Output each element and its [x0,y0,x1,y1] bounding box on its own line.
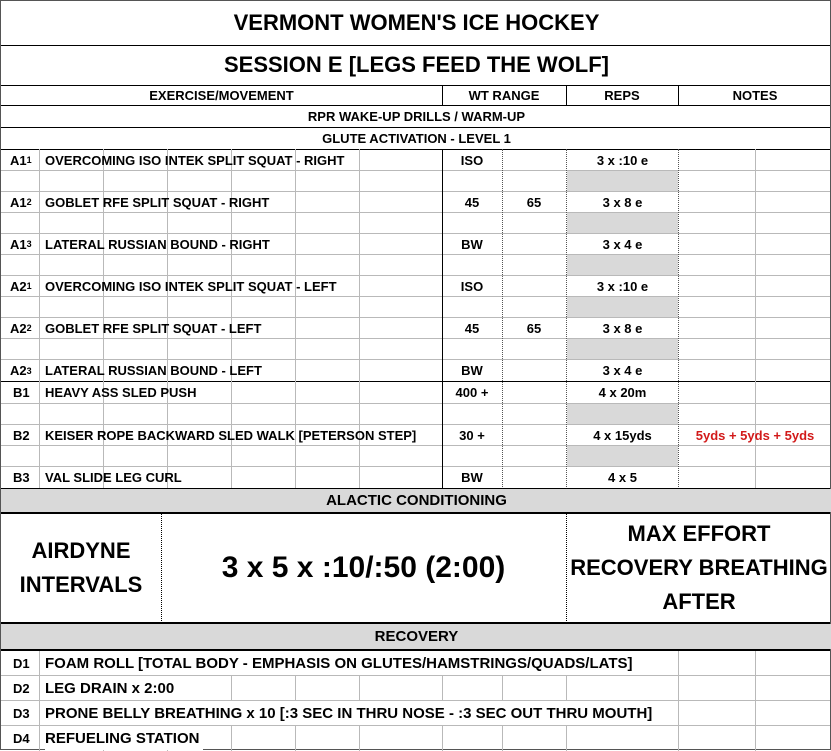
recovery-item: FOAM ROLL [TOTAL BODY - EMPHASIS ON GLUTES/HAMSTRINGS/QUADS/LATS] [45,651,637,675]
recovery-item: PRONE BELLY BREATHING x 10 [:3 SEC IN THRU NOSE - :3 SEC OUT THRU MOUTH] [45,701,656,725]
reps: 3 x 8 e [602,320,643,336]
exercise-name: OVERCOMING ISO INTEK SPLIT SQUAT - RIGHT [45,152,345,168]
reps: 4 x 15yds [593,427,652,443]
reps-gray-cell [567,446,678,466]
wt-low: BW [461,236,483,252]
recovery-id: D3 [13,705,30,721]
wt-high [503,276,565,296]
reps-gray-cell [567,404,678,424]
exercise-name: LATERAL RUSSIAN BOUND - RIGHT [45,236,270,252]
wt-low: BW [461,363,483,378]
warmup-row: RPR WAKE-UP DRILLS / WARM-UP [307,108,526,124]
exercise-name: VAL SLIDE LEG CURL [45,470,182,485]
conditioning-equipment [1,514,161,621]
row-id: A1 2 [10,194,32,210]
row-id: B1 [13,385,30,400]
row-id: A2 2 [10,320,32,336]
reps-gray-cell [567,255,678,275]
conditioning-protocol: 3 x 5 x :10/:50 (2:00) [221,550,506,584]
row-id: A1 3 [10,236,32,252]
reps: 4 x 20m [598,385,647,400]
recovery-id: D1 [13,655,30,671]
col-header-reps: REPS [604,87,640,103]
row-id: A1 1 [10,152,32,168]
recovery-header: RECOVERY [1,624,831,649]
row-id: B2 [13,427,30,443]
equipment-line: AIRDYNE [31,537,131,563]
wt-high [503,234,565,254]
wt-high [503,150,565,170]
equipment-line: INTERVALS [19,571,143,597]
wt-low: 45 [464,320,480,336]
recovery-item: REFUELING STATION [45,726,203,750]
recovery-id: D4 [13,730,30,746]
recovery-id: D2 [13,680,30,696]
reps: 3 x 4 e [602,363,643,378]
row-id: B3 [13,470,30,485]
exercise-name: HEAVY ASS SLED PUSH [45,385,197,400]
session-title: SESSION E [LEGS FEED THE WOLF] [223,52,610,77]
wt-low: ISO [460,278,484,294]
wt-high [503,360,565,381]
reps-gray-cell [567,297,678,317]
wt-low: ISO [460,152,484,168]
wt-low: BW [461,470,483,485]
wt-low: 45 [464,194,480,210]
conditioning-header: ALACTIC CONDITIONING [1,489,831,512]
row-id: A2 3 [10,363,32,378]
reps: 3 x 4 e [602,236,643,252]
reps: 3 x 8 e [602,194,643,210]
wt-high: 65 [526,320,542,336]
col-header-wt-range: WT RANGE [468,87,540,103]
glute-activation-row: GLUTE ACTIVATION - LEVEL 1 [322,130,511,146]
conditioning-notes [566,514,831,621]
col-header-notes: NOTES [732,87,778,103]
reps-gray-cell [567,171,678,191]
reps: 3 x :10 e [596,152,649,168]
notes: 5yds + 5yds + 5yds [695,427,815,443]
notes-line: AFTER [662,588,736,614]
exercise-name: LATERAL RUSSIAN BOUND - LEFT [45,363,262,378]
sheet-title: VERMONT WOMEN'S ICE HOCKEY [233,10,600,35]
exercise-name: GOBLET RFE SPLIT SQUAT - LEFT [45,320,262,336]
reps-gray-cell [567,339,678,359]
reps: 4 x 5 [608,470,637,485]
reps: 3 x :10 e [596,278,649,294]
exercise-name: KEISER ROPE BACKWARD SLED WALK [PETERSON STEP] [45,427,417,443]
wt-low: 30 + [459,427,485,443]
recovery-item: LEG DRAIN x 2:00 [45,676,178,700]
col-header-exercise: EXERCISE/MOVEMENT [149,87,294,103]
exercise-name: OVERCOMING ISO INTEK SPLIT SQUAT - LEFT [45,278,337,294]
wt-low: 400 + [455,385,489,400]
reps-gray-cell [567,213,678,233]
notes-line: RECOVERY BREATHING [570,554,828,580]
wt-high: 65 [526,194,542,210]
exercise-name: GOBLET RFE SPLIT SQUAT - RIGHT [45,194,270,210]
notes-line: MAX EFFORT [627,520,771,546]
row-id: A2 1 [10,278,32,294]
